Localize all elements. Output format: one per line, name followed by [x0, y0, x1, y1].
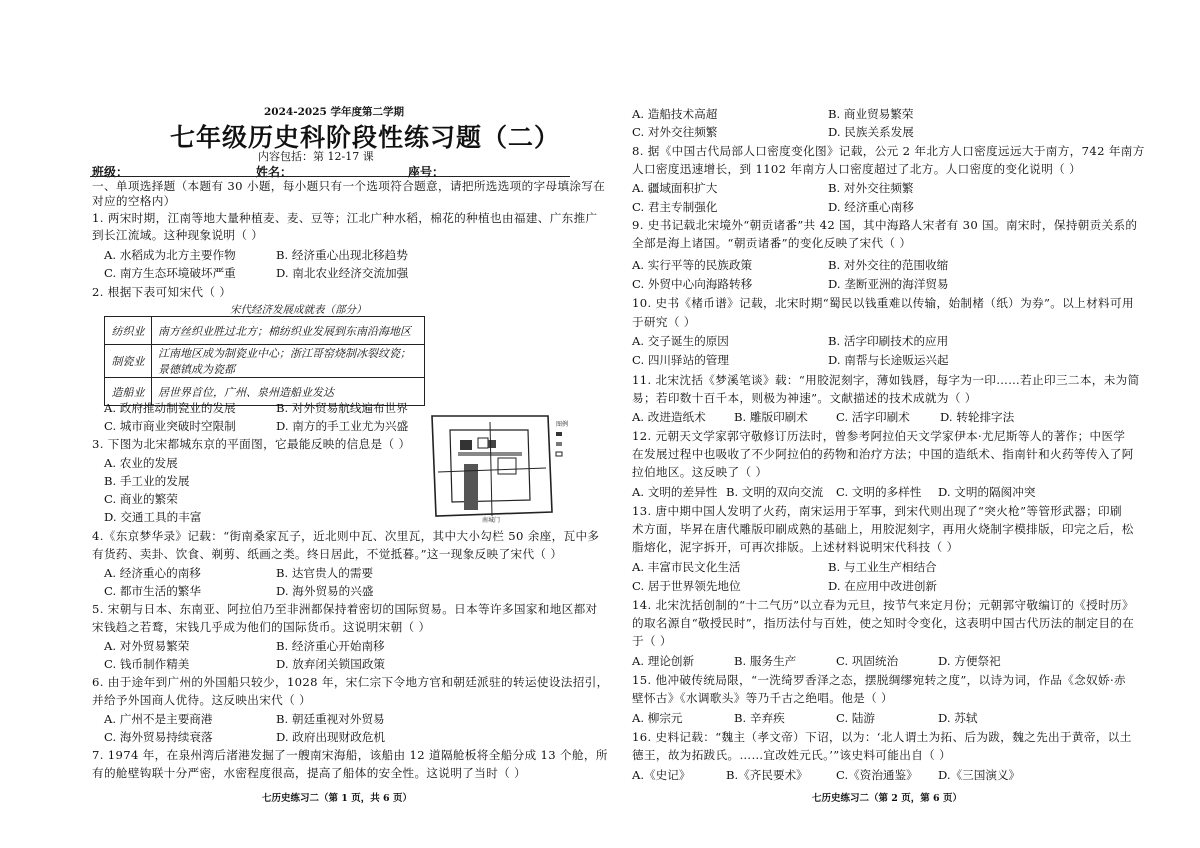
q4-option-d[interactable]: D. 海外贸易的兴盛 — [276, 584, 374, 598]
q7-option-b[interactable]: B. 商业贸易繁荣 — [828, 107, 914, 121]
q8-stem: 8. 据《中国古代局部人口密度变化图》记载，公元 2 年北方人口密度远远大于南方，742 年南方 — [632, 144, 1145, 158]
q6-option-d[interactable]: D. 政府出现财政危机 — [276, 730, 386, 744]
q5-stem: 宋钱趋之若鹜，宋钱几乎成为他们的国际货币。这说明宋朝（ ） — [92, 620, 431, 634]
q14-stem: 的取名源自“敬授民时”，指历法付与百姓，使之知时令变化，这表明中国古代历法的制定目的在 — [632, 616, 1135, 630]
q6-option-c[interactable]: C. 海外贸易持续衰落 — [104, 730, 213, 744]
q3-option-a[interactable]: A. 农业的发展 — [104, 456, 178, 470]
q1-stem: 到长江流域。这种现象说明（ ） — [92, 228, 264, 242]
table-cell: 纺织业 — [105, 317, 152, 345]
table-cell: 居世界首位，广州、泉州造船业发达 — [152, 378, 425, 406]
q9-option-a[interactable]: A. 实行平等的民族政策 — [632, 258, 753, 272]
q16-option-a[interactable]: A.《史记》 — [632, 768, 691, 782]
q16-stem: 16. 史料记载：“魏主（孝文帝）下诏，以为：‘北人谓土为拓、后为跋，魏之先出于黄帝，以土 — [632, 730, 1132, 744]
q4-stem: 4.《东京梦华录》记载：“街南桑家瓦子，近北则中瓦、次里瓦，其中大小勾栏 50 余座，瓦中多 — [92, 529, 600, 543]
info-underline — [90, 176, 570, 177]
economy-table — [104, 316, 425, 406]
table-cell: 造船业 — [105, 378, 152, 406]
q8-option-a[interactable]: A. 疆域面积扩大 — [632, 181, 718, 195]
q10-option-d[interactable]: D. 南帮与长途贩运兴起 — [828, 353, 949, 367]
q15-option-b[interactable]: B. 辛弃疾 — [734, 711, 785, 725]
q13-option-d[interactable]: D. 在应用中改进创新 — [828, 579, 938, 593]
q7-stem: 有的舱壁钩联十分严密，水密程度很高，提高了船体的安全性。这说明了当时（ ） — [92, 766, 527, 780]
q12-stem: 在发展过程中也吸收了不少阿拉伯的药物和治疗方法；中国的造纸术、指南针和火药等传入了阿 — [632, 447, 1134, 461]
q11-option-d[interactable]: D. 转轮排字法 — [940, 410, 1015, 424]
q2-option-a[interactable]: A. 政府推动制瓷业的发展 — [104, 401, 236, 415]
q13-stem: 术方面，毕昇在唐代雕版印刷成熟的基础上，用胶泥刻字，再用火烧制字模排版，印完之后，松 — [632, 522, 1134, 536]
map-south-gate: 南城门 — [482, 517, 501, 524]
q1-option-b[interactable]: B. 经济重心出现北移趋势 — [276, 248, 408, 262]
q4-stem: 有货药、卖卦、饮食、剃剪、纸画之类。终日居此，不觉抵暮。”这一现象反映了宋代（ ） — [92, 547, 563, 561]
q11-option-c[interactable]: C. 活字印刷术 — [836, 410, 910, 424]
q11-option-b[interactable]: B. 雕版印刷术 — [734, 410, 808, 424]
term-label: 2024-2025 学年度第二学期 — [264, 106, 404, 118]
q7-option-a[interactable]: A. 造船技术高超 — [632, 107, 718, 121]
q8-stem: 人口密度迅速增长，到 1102 年南方人口密度超过了北方。人口密度的变化说明（ ） — [632, 162, 1082, 176]
q12-stem: 拉伯地区。这反映了（ ） — [632, 465, 768, 479]
q4-option-a[interactable]: A. 经济重心的南移 — [104, 566, 201, 580]
q12-option-a[interactable]: A. 文明的差异性 — [632, 485, 718, 499]
q15-option-a[interactable]: A. 柳宗元 — [632, 711, 683, 725]
table-cell: 南方丝织业胜过北方；棉纺织业发展到东南沿海地区 — [152, 317, 425, 345]
q16-option-c[interactable]: C.《资治通鉴》 — [836, 768, 918, 782]
q5-option-c[interactable]: C. 钱币制作精美 — [104, 657, 190, 671]
q1-option-c[interactable]: C. 南方生态环境破坏严重 — [104, 266, 236, 280]
q4-option-b[interactable]: B. 达官贵人的需要 — [276, 566, 374, 580]
q14-option-b[interactable]: B. 服务生产 — [734, 654, 797, 668]
q14-option-d[interactable]: D. 方便祭祀 — [938, 654, 1001, 668]
q12-option-d[interactable]: D. 文明的隔阂冲突 — [938, 485, 1036, 499]
q9-option-c[interactable]: C. 外贸中心向海路转移 — [632, 277, 753, 291]
kaifeng-city-map — [428, 412, 588, 524]
q14-option-a[interactable]: A. 理论创新 — [632, 654, 695, 668]
q4-option-c[interactable]: C. 都市生活的繁华 — [104, 584, 201, 598]
q15-option-c[interactable]: C. 陆游 — [836, 711, 876, 725]
q12-option-c[interactable]: C. 文明的多样性 — [836, 485, 922, 499]
q15-stem: 15. 他冲破传统局限，“一洗绮罗香泽之态，摆脱绸缪宛转之度”，以诗为词，作品《念奴娇·赤 — [632, 673, 1126, 687]
q13-stem: 脂熔化，泥字拆开，可再次排版。上述材料说明宋代科技（ ） — [632, 540, 959, 554]
q2-option-d[interactable]: D. 南方的手工业尤为兴盛 — [276, 419, 409, 433]
q10-option-a[interactable]: A. 交子诞生的原因 — [632, 334, 729, 348]
q14-stem: 14. 北宋沈括创制的“十二气历”以立春为元旦，按节气来定月份；元朝郭守敬编订的《授时历》 — [632, 598, 1134, 612]
q8-option-c[interactable]: C. 君主专制强化 — [632, 200, 718, 214]
table-row — [105, 345, 425, 378]
q9-stem: 全部是海上诸国。“朝贡诸番”的变化反映了宋代（ ） — [632, 236, 912, 250]
q5-option-b[interactable]: B. 经济重心开始南移 — [276, 639, 385, 653]
seat-label: 座号： — [408, 165, 445, 179]
q13-option-a[interactable]: A. 丰富市民文化生活 — [632, 560, 741, 574]
q8-option-d[interactable]: D. 经济重心南移 — [828, 200, 914, 214]
table-cell: 制瓷业 — [105, 345, 152, 378]
q9-option-b[interactable]: B. 对外交往的范围收缩 — [828, 258, 949, 272]
footer-right: 七历史练习二（第 2 页，第 6 页） — [812, 793, 962, 804]
table-row — [105, 317, 425, 345]
q16-option-d[interactable]: D.《三国演义》 — [938, 768, 1021, 782]
q6-stem: 6. 由于途年到广州的外国船只较少，1028 年，宋仁宗下令地方官和朝廷派驻的转运使设法招引， — [92, 675, 609, 689]
q16-option-b[interactable]: B.《齐民要术》 — [726, 768, 808, 782]
q1-option-d[interactable]: D. 南北农业经济交流加强 — [276, 266, 409, 280]
q15-option-d[interactable]: D. 苏轼 — [938, 711, 978, 725]
q10-option-b[interactable]: B. 活字印刷技术的应用 — [828, 334, 949, 348]
table-cell: 江南地区成为制瓷业中心；浙江哥窑烧制冰裂纹瓷；景德镇成为瓷都 — [152, 345, 425, 378]
q5-stem: 5. 宋朝与日本、东南亚、阿拉伯乃至非洲都保持着密切的国际贸易。日本等许多国家和地区都对 — [92, 602, 598, 616]
q13-stem: 13. 唐中期中国人发明了火药，南宋运用于军事，到宋代则出现了“突火枪”等管形武器；印刷 — [632, 504, 1122, 518]
q12-option-b[interactable]: B. 文明的双向交流 — [726, 485, 824, 499]
q16-stem: 德王，故为拓跋氏。……宜改姓元氏。’”该史料可能出自（ ） — [632, 748, 952, 762]
q6-option-b[interactable]: B. 朝廷重视对外贸易 — [276, 712, 385, 726]
q15-stem: 壁怀古》《水调歌头》等乃千古之绝唱。他是（ ） — [632, 691, 893, 705]
q5-option-d[interactable]: D. 放弃闭关锁国政策 — [276, 657, 386, 671]
page-right — [600, 0, 1200, 848]
q6-stem: 并给予外国商人优待。这反映出宋代（ ） — [92, 693, 312, 707]
q5-option-a[interactable]: A. 对外贸易繁荣 — [104, 639, 190, 653]
q9-stem: 9. 史书记载北宋境外“朝贡诸番”共 42 国，其中海路人宋者有 30 国。南宋时，保持朝贡关系的 — [632, 218, 1138, 232]
q14-stem: 于（ ） — [632, 634, 672, 648]
q1-stem: 1. 两宋时期，江南等地大量种植麦、麦、豆等；江北广种水稻，棉花的种植也由福建、广东推广 — [92, 211, 598, 225]
q3-option-d[interactable]: D. 交通工具的丰富 — [104, 510, 202, 524]
q9-option-d[interactable]: D. 垄断亚洲的海洋贸易 — [828, 277, 949, 291]
q3-option-b[interactable]: B. 手工业的发展 — [104, 474, 190, 488]
section-heading: 一、单项选择题（本题有 30 小题，每小题只有一个选项符合题意，请把所选选项的字母填涂写在 — [92, 179, 606, 193]
table-caption: 宋代经济发展成就表（部分） — [230, 304, 367, 316]
q2-option-c[interactable]: C. 城市商业突破时空限制 — [104, 419, 236, 433]
exam-title: 七年级历史科阶段性练习题（二） — [170, 123, 561, 152]
q11-stem: 易；若印数十百千本，则极为神速”。文献描述的技术成就为（ ） — [632, 391, 977, 405]
q8-option-b[interactable]: B. 对外交往频繁 — [828, 181, 914, 195]
class-label: 班级： — [92, 165, 129, 179]
footer-left: 七历史练习二（第 1 页，共 6 页） — [262, 793, 412, 804]
q1-option-a[interactable]: A. 水稻成为北方主要作物 — [104, 248, 236, 262]
q11-stem: 11. 北宋沈括《梦溪笔谈》载：“用胶泥刻字，薄如钱唇，每字为一印……若止印三二本，未为简 — [632, 373, 1140, 387]
q7-option-d[interactable]: D. 民族关系发展 — [828, 125, 914, 139]
q6-option-a[interactable]: A. 广州不是主要商港 — [104, 712, 213, 726]
q10-stem: 于研究（ ） — [632, 315, 696, 329]
q10-option-c[interactable]: C. 四川驿站的管理 — [632, 353, 729, 367]
q3-option-c[interactable]: C. 商业的繁荣 — [104, 492, 178, 506]
q11-option-a[interactable]: A. 改进造纸术 — [632, 410, 706, 424]
q10-stem: 10. 史书《楮币谱》记载，北宋时期“蜀民以钱重难以传输，始制楮（纸）为券”。以上材料可用 — [632, 296, 1134, 310]
scope-label: 内容包括：第 12-17 课 — [258, 150, 374, 163]
map-legend: 图例 — [556, 421, 569, 428]
q13-option-b[interactable]: B. 与工业生产相结合 — [828, 560, 937, 574]
q3-stem: 3. 下图为北宋都城东京的平面图，它最能反映的信息是（ ） — [92, 437, 411, 451]
q12-stem: 12. 元朝天文学家郭守敬修订历法时，曾参考阿拉伯天文学家伊本·尤尼斯等人的著作；中医学 — [632, 429, 1126, 443]
name-label: 姓名： — [256, 165, 293, 179]
q14-option-c[interactable]: C. 巩固统治 — [836, 654, 899, 668]
q2-stem: 2. 根据下表可知宋代（ ） — [92, 285, 232, 299]
q13-option-c[interactable]: C. 居于世界领先地位 — [632, 579, 741, 593]
section-heading-cont: 对应的空格内） — [92, 194, 176, 208]
q2-option-b[interactable]: B. 对外贸易航线遍布世界 — [276, 401, 408, 415]
q7-option-c[interactable]: C. 对外交往频繁 — [632, 125, 718, 139]
q7-stem: 7. 1974 年，在泉州湾后渚港发掘了一艘南宋海船，该船由 12 道隔舱板将全船分成 13 个舱，所 — [92, 748, 608, 762]
